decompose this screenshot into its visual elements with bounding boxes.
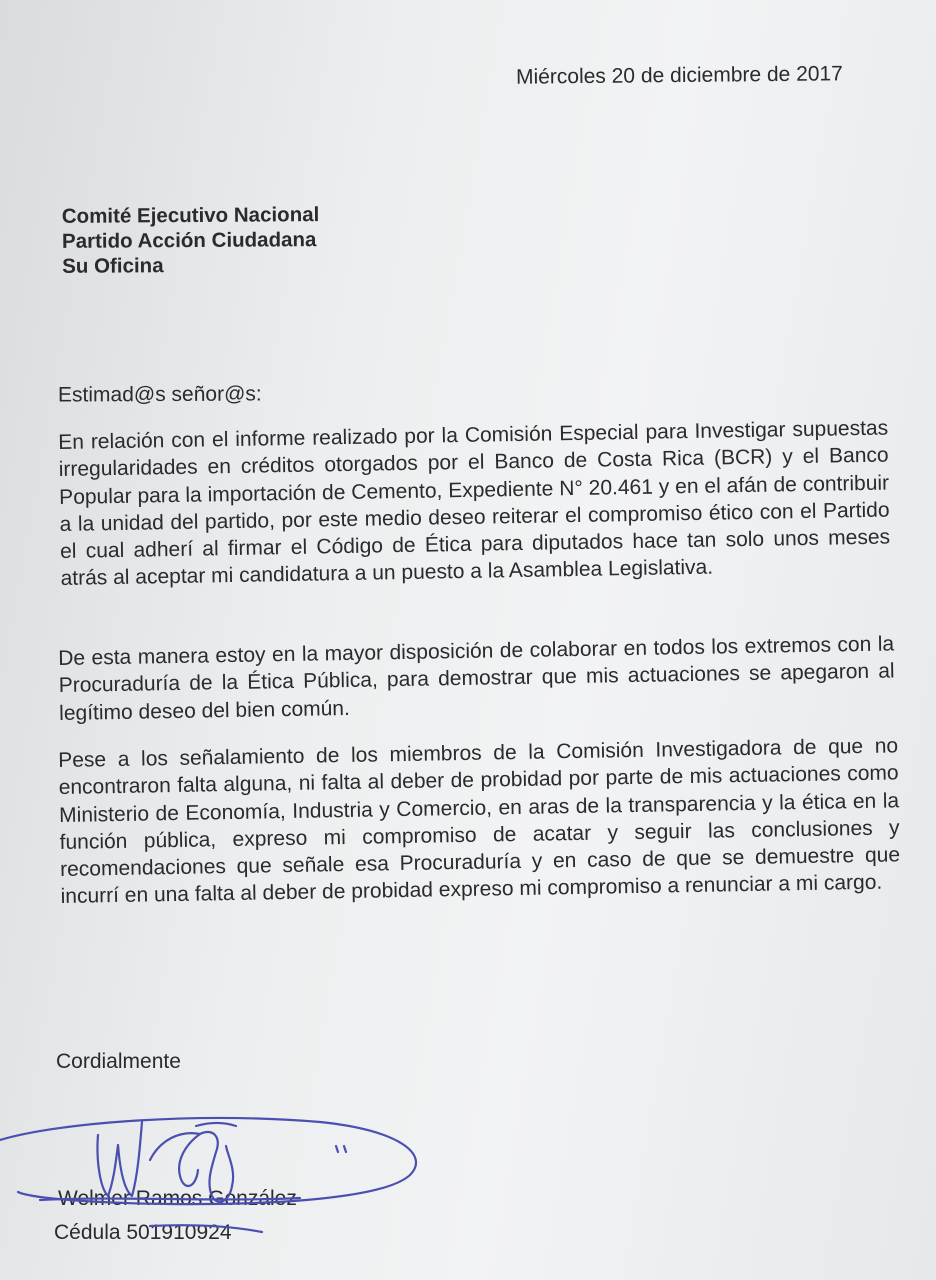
recipient-line-committee: Comité Ejecutivo Nacional: [61, 203, 320, 228]
body-paragraph-2: De esta manera estoy en la mayor disposición de colaborar en todos los extremos con la Procuraduría de la Ética Pública, para demostrar que mis actuaciones se apegaron al legítimo deseo del bien común.: [58, 632, 895, 725]
recipient-line-party: Partido Acción Ciudadana: [61, 228, 317, 253]
letter-date: Miércoles 20 de diciembre de 2017: [515, 62, 843, 89]
signer-name: Welmer Ramos González: [58, 1187, 297, 1210]
salutation: Estimad@s señor@s:: [57, 382, 262, 407]
recipient-line-office: Su Oficina: [62, 254, 164, 278]
recipient-block: [62, 202, 320, 279]
signer-id: Cédula 501910924: [54, 1221, 232, 1244]
body-paragraph-3: Pese a los señalamiento de los miembros de la Comisión Investigadora de que no encontraron falta alguna, ni falta al deber de probidad por parte de mis actuaciones como Ministerio de Economía, Industria y Comercio, en aras de la transparencia y la ética en la función pública, expreso mi compromiso de acatar y seguir las conclusiones y recomendaciones que señale esa Procuraduría y en caso de que se demuestre que incurrí en una falta al deber de probidad expreso mi compromiso a renunciar a mi cargo.: [58, 734, 901, 909]
body-paragraph-1: En relación con el informe realizado por la Comisión Especial para Investigar supuestas irregularidades en créditos otorgados por el Banco de Costa Rica (BCR) y el Banco Popular para la importación de Cemento, Expediente N° 20.461 y en el afán de contribuir a la unidad del partido, por este medio deseo reiterar el compromiso ético con el Partido el cual adherí al firmar el Código de Ética para diputados hace tan solo unos meses atrás al aceptar mi candidatura a un puesto a la Asamblea Legislativa.: [58, 416, 891, 591]
closing: Cordialmente: [56, 1050, 181, 1073]
